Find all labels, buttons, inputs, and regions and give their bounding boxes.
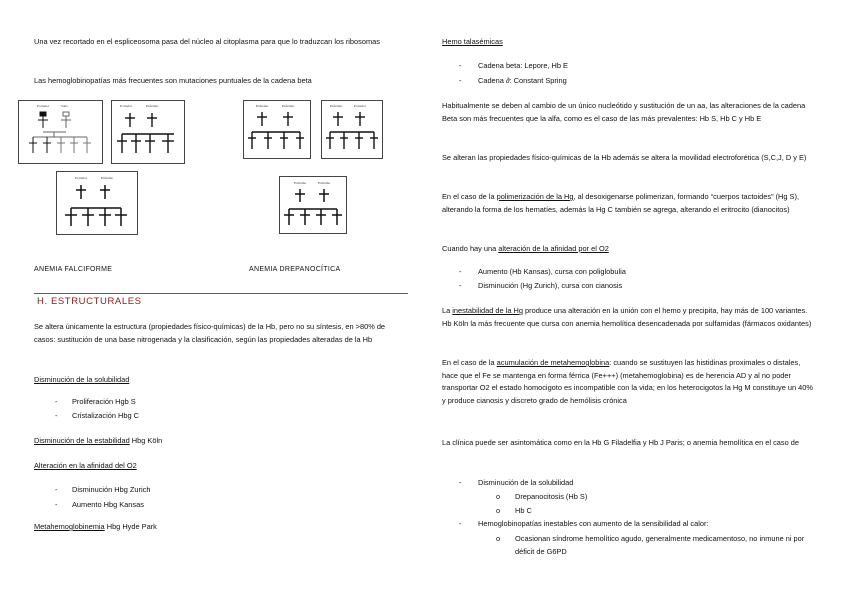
- dash-marker: -: [459, 281, 462, 290]
- pedigree-diagram-5: Enfermo Portador: [321, 100, 383, 159]
- text-fragment: La: [442, 306, 453, 315]
- list-item: Proliferación Hgb S: [72, 397, 136, 406]
- paragraph-habitualmente: Habitualmente se deben al cambio de un único nucleótido y sustitución de un aa, las alteraciones de la cadena Beta son más frecuentes que la alfa, como es el caso de las más prevalentes: Hb S, Hb C y Hb E: [442, 101, 806, 123]
- dash-marker: -: [55, 485, 58, 494]
- section-title: H. ESTRUCTURALES: [37, 296, 142, 307]
- heading-estabilidad-line: [34, 435, 162, 448]
- dash-marker: -: [55, 500, 58, 509]
- dash-marker: -: [55, 397, 58, 406]
- dash-marker: -: [55, 411, 58, 420]
- paragraph-polimerizacion: [442, 191, 812, 216]
- pedigree-diagram-2: Portador Enfermo: [111, 100, 185, 164]
- text-fragment: En el caso de la: [442, 358, 497, 367]
- list-item: Aumento Hbg Kansas: [72, 500, 144, 509]
- estabilidad-extra: Hbg Köln: [129, 436, 163, 445]
- intro-paragraph-2: Las hemoglobinopatías más frecuentes son mutaciones puntuales de la cadena beta: [34, 76, 312, 85]
- dash-marker: -: [459, 61, 462, 70]
- dash-marker: -: [459, 76, 462, 85]
- heading-metahemo-line: [34, 521, 157, 534]
- label-anemia-falciforme: ANEMIA FALCIFORME: [34, 266, 113, 273]
- list-item: Disminución de la solubilidad: [478, 478, 574, 487]
- sub-list-item: Hb C: [515, 506, 532, 515]
- list-item: Disminución Hbg Zurich: [72, 485, 151, 494]
- underlined-term: alteración de la afinidad por el O2: [498, 244, 609, 253]
- paragraph-metahemoglobina: [442, 357, 814, 407]
- sub-list-item: Ocasionan síndrome hemolítico agudo, generalmente medicamentoso, no inmune ni por déficit de G6PD: [515, 534, 805, 556]
- pedigree-diagram-1: Portador Sano: [18, 100, 103, 164]
- text-fragment: , al desoxigenarse polimerizan, formando “cuerpos tactoides” (Hg S), alterando la forma de los hematíes, además la Hg C también se agrega, alterando el eritrocito (dianocitos): [442, 192, 800, 214]
- pedigree-figures-6: [280, 177, 346, 233]
- heading-talasemicas: Hemo talasémicas: [442, 37, 503, 46]
- pedigree-diagram-4: Enfermo Enfermo: [243, 100, 311, 159]
- text-fragment: En el caso de la: [442, 192, 497, 201]
- label-anemia-drepanocitica: ANEMIA DREPANOCÍTICA: [249, 266, 341, 273]
- heading-afinidad: Alteración en la afinidad del O2: [34, 461, 137, 470]
- list-item: Disminución (Hg Zurich), cursa con cianosis: [478, 281, 623, 290]
- sub-list-item: Drepanocitosis (Hb S): [515, 492, 588, 501]
- metahemo-extra: Hbg Hyde Park: [104, 522, 157, 531]
- section-header-estructurales: [34, 293, 408, 311]
- underlined-term: polimerización de la Hg: [496, 192, 574, 201]
- pedigree-figures-1: [19, 101, 102, 163]
- text-fragment: Cuando hay una: [442, 244, 499, 253]
- intro-paragraph-1: Una vez recortado en el espliceosoma pasa del núcleo al citoplasma para que lo traduzcan los ribosomas: [34, 37, 380, 46]
- heading-solubilidad: Disminución de la solubilidad: [34, 375, 130, 384]
- list-item: Aumento (Hb Kansas), cursa con poliglobulia: [478, 267, 626, 276]
- text-fragment: : cuando se sustituyen las histidinas proximales o distales, hace que el Fe se mantenga en forma férrica (Fe+++) (metahemoglobina) es de herencia AD y al no poder transportar O2 el estado homocigoto es incompatible con la vida; en los heterocigotos la Hg M constituye un 40% y produce cianosis y discreto grado de hemólisis crónica: [442, 358, 813, 405]
- list-item: Cadena ∂: Constant Spring: [478, 76, 567, 85]
- paragraph-propiedades: Se alteran las propiedades físico-químicas de la Hb además se altera la movilidad electroforética (S,C,J, D y E): [442, 153, 807, 162]
- list-item: Cristalización Hbg C: [72, 411, 139, 420]
- pedigree-figures-2: [112, 101, 184, 163]
- bullet-marker: o: [496, 492, 501, 501]
- pedigree-figures-5: [322, 101, 382, 158]
- text-fragment: produce una alteración en la unión con el hemo y precipita, hay más de 100 variantes. Hb Köln la más frecuente que cursa con anemia hemolítica desencadenada por sulfamidas (fármacos oxidantes): [442, 306, 812, 328]
- bullet-marker: o: [496, 534, 501, 543]
- list-item: Cadena beta: Lepore, Hb E: [478, 61, 568, 70]
- pedigree-figures-3: [57, 172, 137, 234]
- bullet-marker: o: [496, 506, 501, 515]
- underlined-term: inestabilidad de la Hg: [452, 306, 523, 315]
- dash-marker: -: [459, 267, 462, 276]
- heading-estabilidad: Disminución de la estabilidad: [34, 436, 130, 445]
- dash-marker: -: [459, 519, 462, 528]
- estructura-paragraph: Se altera únicamente la estructura (propiedades físico-químicas) de la Hb, pero no su síntesis, en >80% de casos: sustitución de una base nitrogenada y la clasificación, según las propiedades alteradas de la Hb: [34, 322, 386, 344]
- list-item: Hemoglobinopatías inestables con aumento de la sensibilidad al calor:: [478, 519, 709, 528]
- paragraph-inestabilidad: [442, 305, 812, 330]
- heading-metahemo: Metahemoglobinemia: [34, 522, 105, 531]
- paragraph-clinica: La clínica puede ser asintomática como en la Hb G Filadelfia y Hb J Paris; o anemia hemolítica en el caso de: [442, 438, 799, 447]
- dash-marker: -: [459, 478, 462, 487]
- paragraph-afinidad: [442, 243, 609, 256]
- pedigree-figures-4: [244, 101, 310, 158]
- underlined-term: acumulación de metahemoglobina: [496, 358, 610, 367]
- pedigree-diagram-3: Portador Enfermo: [56, 171, 138, 235]
- pedigree-diagram-6: Enfermo Enfermo: [279, 176, 347, 234]
